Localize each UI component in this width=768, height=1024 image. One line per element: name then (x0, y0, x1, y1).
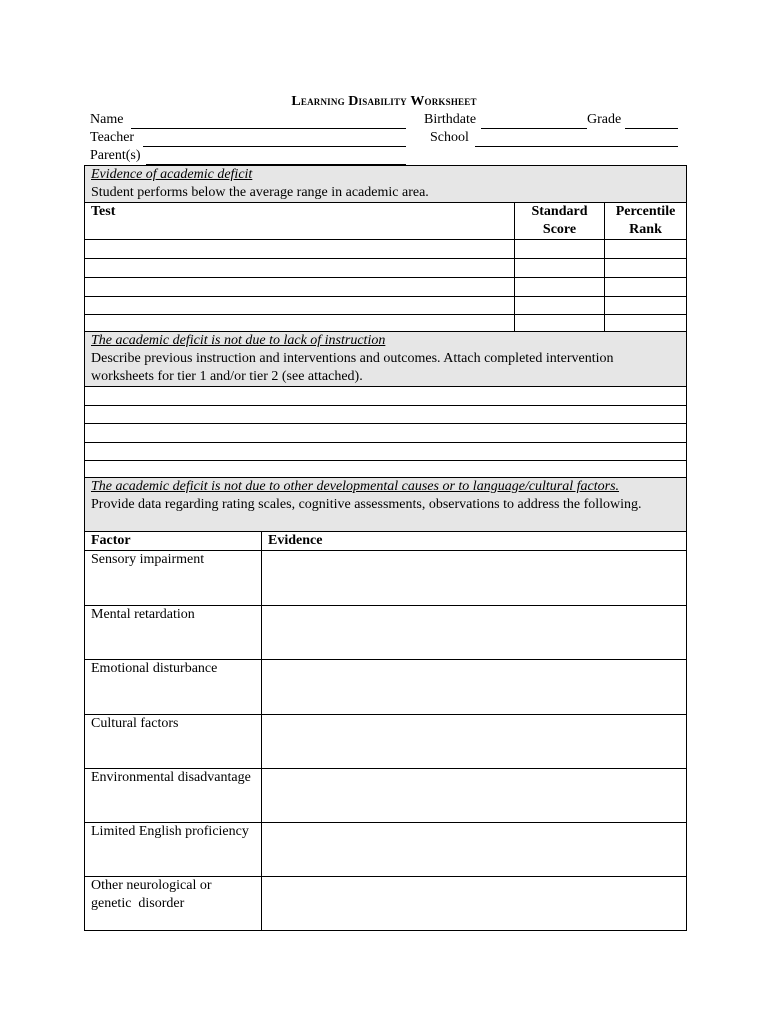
factor-row (85, 823, 687, 877)
table-row (85, 278, 687, 297)
col-test: Test (85, 203, 515, 240)
section1-heading: Evidence of academic deficit (91, 167, 253, 182)
col-evidence: Evidence (262, 532, 687, 551)
parents-field[interactable] (146, 149, 406, 165)
instruction-cell[interactable] (85, 424, 687, 443)
developmental-factors-table (84, 477, 687, 931)
name-label: Name (90, 112, 124, 127)
teacher-field[interactable] (143, 131, 406, 147)
factor-mental-retardation: Mental retardation (85, 606, 262, 660)
factor-row (85, 606, 687, 660)
col-standard-score: Standard Score (515, 203, 605, 240)
section3-heading: The academic deficit is not due to other developmental causes or to language/cultural factors. (91, 479, 620, 494)
school-label: School (430, 130, 469, 145)
grade-label: Grade (587, 112, 622, 127)
academic-deficit-table (84, 165, 687, 334)
col-factor: Factor (85, 532, 262, 551)
instruction-cell[interactable] (85, 443, 687, 461)
table-row (85, 240, 687, 259)
score-cell[interactable] (515, 259, 605, 278)
evidence-cell[interactable] (262, 769, 687, 823)
test-cell[interactable] (85, 240, 515, 259)
rank-cell[interactable] (605, 297, 687, 315)
factor-row (85, 877, 687, 931)
rank-cell[interactable] (605, 240, 687, 259)
school-field[interactable] (475, 131, 678, 147)
table-row (85, 406, 687, 424)
test-cell[interactable] (85, 297, 515, 315)
table-row (85, 443, 687, 461)
factor-row (85, 715, 687, 769)
section1-description: Student performs below the average range in academic area. (91, 185, 429, 200)
section1-header (85, 166, 687, 203)
col-percentile-rank: Percentile Rank (605, 203, 687, 240)
section2-heading: The academic deficit is not due to lack of instruction (91, 333, 386, 348)
parents-label: Parent(s) (90, 148, 141, 163)
evidence-cell[interactable] (262, 660, 687, 715)
page-title: Learning Disability Worksheet (291, 93, 477, 109)
table-header-row (85, 532, 687, 551)
instruction-cell[interactable] (85, 406, 687, 424)
name-field[interactable] (131, 113, 406, 129)
factor-emotional-disturbance: Emotional disturbance (85, 660, 262, 715)
evidence-cell[interactable] (262, 877, 687, 931)
instruction-table (84, 331, 687, 480)
table-row (85, 297, 687, 315)
factor-row (85, 660, 687, 715)
section2-description: Describe previous instruction and interventions and outcomes. Attach completed intervention worksheets for tier 1 and/or tier 2 (see attached). (91, 351, 614, 384)
factor-row (85, 769, 687, 823)
grade-field[interactable] (625, 113, 678, 129)
factor-cultural-factors: Cultural factors (85, 715, 262, 769)
table-header-row (85, 203, 687, 240)
factor-limited-english-proficiency: Limited English proficiency (85, 823, 262, 877)
birthdate-field[interactable] (481, 113, 587, 129)
score-cell[interactable] (515, 240, 605, 259)
test-cell[interactable] (85, 278, 515, 297)
section3-header (85, 478, 687, 532)
evidence-cell[interactable] (262, 715, 687, 769)
score-cell[interactable] (515, 297, 605, 315)
factor-environmental-disadvantage: Environmental disadvantage (85, 769, 262, 823)
table-row (85, 259, 687, 278)
evidence-cell[interactable] (262, 606, 687, 660)
birthdate-label: Birthdate (424, 112, 477, 127)
test-cell[interactable] (85, 259, 515, 278)
evidence-cell[interactable] (262, 823, 687, 877)
instruction-cell[interactable] (85, 387, 687, 406)
factor-sensory-impairment: Sensory impairment (85, 551, 262, 606)
table-row (85, 424, 687, 443)
rank-cell[interactable] (605, 278, 687, 297)
factor-other-neurological: Other neurological or genetic disorder (85, 877, 262, 931)
score-cell[interactable] (515, 278, 605, 297)
teacher-label: Teacher (90, 130, 135, 145)
table-row (85, 387, 687, 406)
rank-cell[interactable] (605, 259, 687, 278)
section2-header (85, 332, 687, 387)
factor-row (85, 551, 687, 606)
section3-description: Provide data regarding rating scales, cognitive assessments, observations to address the following. (91, 497, 642, 512)
evidence-cell[interactable] (262, 551, 687, 606)
